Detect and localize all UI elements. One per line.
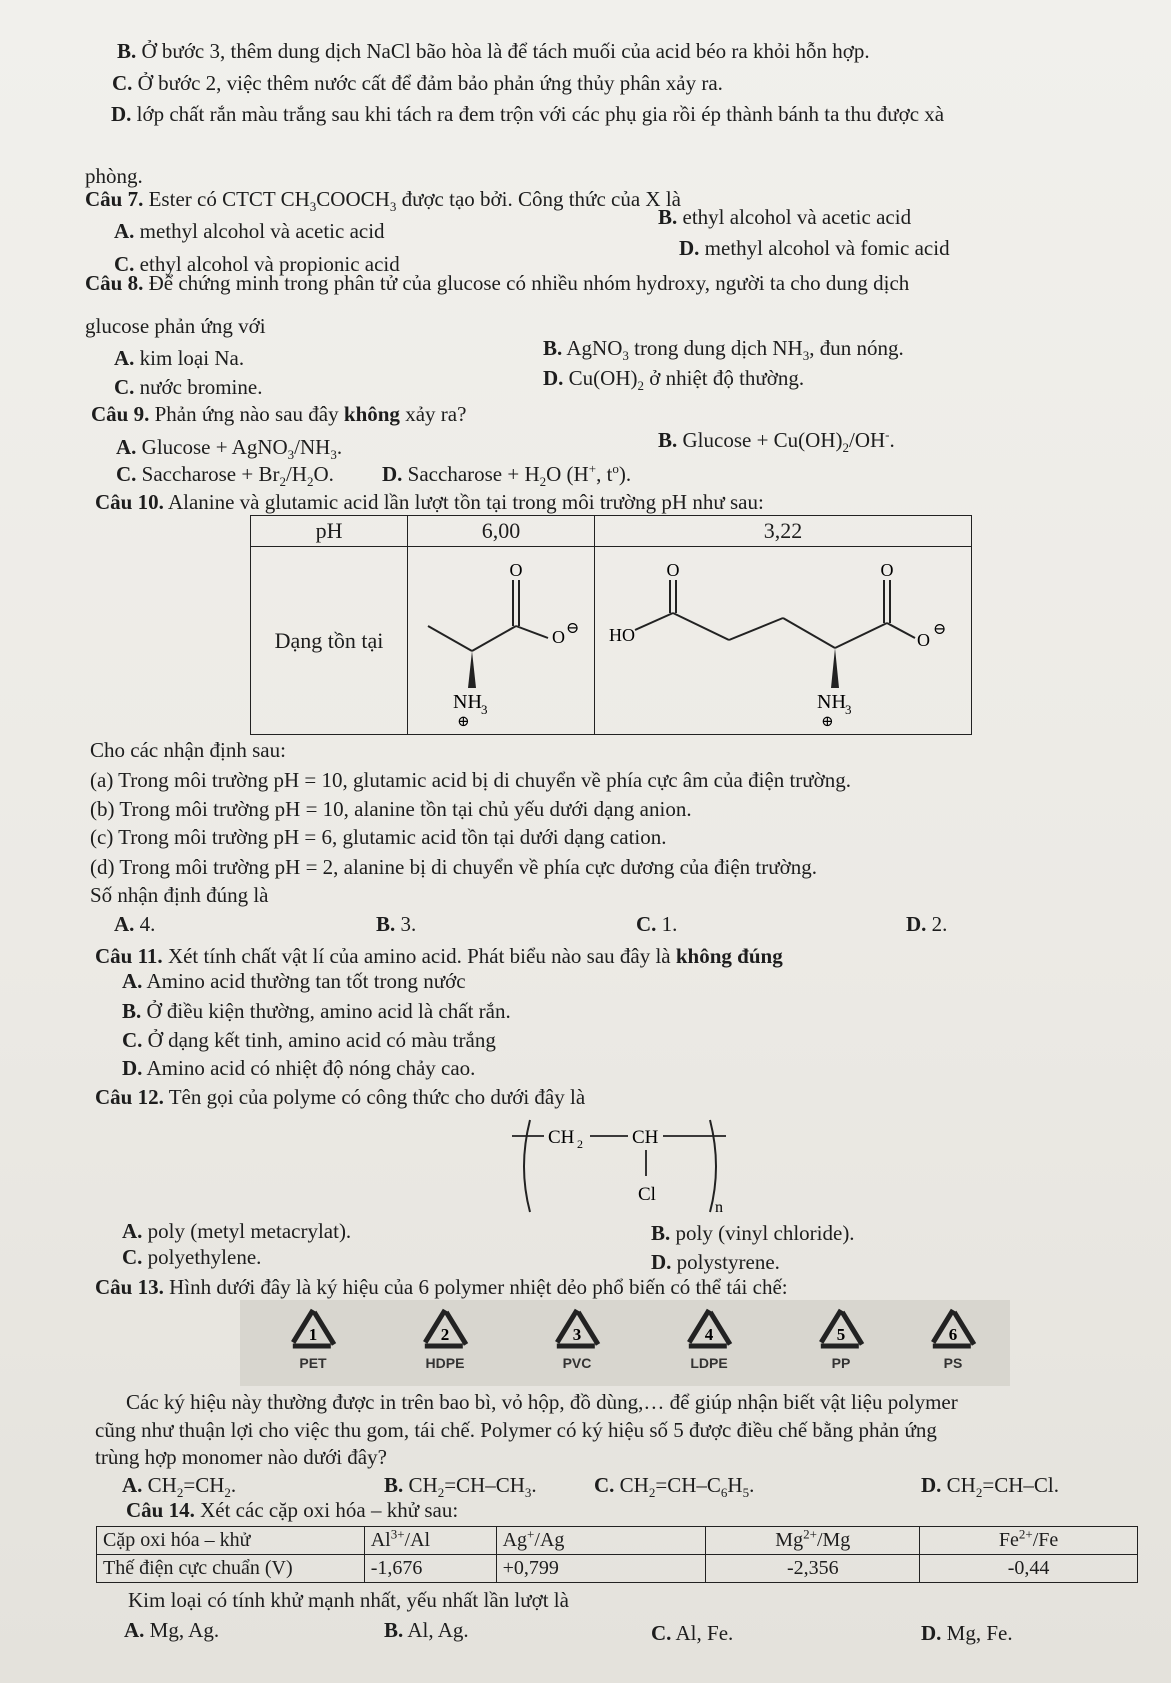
svg-text:Cl: Cl	[638, 1184, 656, 1205]
q8-option-c: C. nước bromine.	[114, 375, 263, 399]
potential-fe: -0,44	[920, 1555, 1138, 1583]
svg-text:⊖: ⊖	[933, 621, 947, 638]
q10-statement-c: (c) Trong môi trường pH = 6, glutamic acid tồn tại dưới dạng cation.	[90, 825, 667, 849]
recycling-triangle-icon	[811, 1304, 871, 1354]
svg-text:⊖: ⊖	[566, 620, 580, 637]
q9-stem: Câu 9. Phản ứng nào sau đây không xảy ra?	[91, 402, 467, 426]
q14-ask: Kim loại có tính khử mạnh nhất, yếu nhất lần lượt là	[128, 1588, 569, 1612]
q14-option-c: C. Al, Fe.	[651, 1621, 734, 1645]
q11-stem: Câu 11. Xét tính chất vật lí của amino acid. Phát biểu nào sau đây là không đúng	[95, 944, 783, 968]
q6-option-d-cont: phòng.	[85, 164, 143, 188]
q7-option-d: D. methyl alcohol và fomic acid	[679, 236, 950, 260]
q10-statement-b: (b) Trong môi trường pH = 10, alanine tồn tại chủ yếu dưới dạng anion.	[90, 797, 692, 821]
recycling-triangle-icon	[679, 1304, 739, 1354]
svg-text:⊕: ⊕	[457, 714, 470, 730]
q13-stem: Câu 13. Hình dưới đây là ký hiệu của 6 polymer nhiệt dẻo phổ biến có thể tái chế:	[95, 1275, 788, 1299]
alanine-structure	[408, 547, 595, 735]
svg-text:2: 2	[577, 1137, 583, 1151]
recycling-triangle-icon	[283, 1304, 343, 1354]
form-label: Dạng tồn tại	[251, 547, 408, 735]
svg-text:3: 3	[845, 702, 852, 717]
q8-stem: Câu 8. Để chứng minh trong phân tử của glucose có nhiều nhóm hydroxy, người ta cho dung dịch	[85, 271, 910, 295]
recycling-code-4	[654, 1304, 764, 1371]
q7-stem: Câu 7. Ester có CTCT $CH_3COOCH_3$ được tạo bởi. Công thức của X là	[85, 187, 681, 215]
q12-option-b: B. poly (vinyl chloride).	[651, 1221, 855, 1245]
ph-value-alanine: 6,00	[408, 516, 595, 547]
svg-text:⊕: ⊕	[821, 714, 834, 730]
svg-text:O: O	[509, 560, 523, 580]
recycling-triangle-icon	[923, 1304, 983, 1354]
q11-option-d: D. Amino acid có nhiệt độ nóng chảy cao.	[122, 1056, 476, 1080]
q10-option-b: B. 3.	[376, 912, 417, 936]
q10-statement-d: (d) Trong môi trường pH = 2, alanine bị di chuyển về phía cực dương của điện trường.	[90, 855, 817, 879]
q13-option-a: A. $CH_2=CH_2$.	[122, 1473, 237, 1501]
q8-option-a: A. kim loại Na.	[114, 346, 245, 370]
svg-text:O: O	[917, 630, 930, 650]
q7-option-a: A. methyl alcohol và acetic acid	[114, 219, 385, 243]
q13-paragraph-3: trùng hợp monomer nào dưới đây?	[95, 1445, 387, 1469]
ph-header: pH	[251, 516, 408, 547]
redox-pair-al: $Al^{3+}/Al$	[364, 1527, 496, 1555]
svg-text:1: 1	[308, 1325, 318, 1344]
potential-ag: +0,799	[496, 1555, 706, 1583]
svg-text:O: O	[552, 627, 566, 647]
q8-stem-cont: glucose phản ứng với	[85, 314, 266, 338]
q10-intro: Cho các nhận định sau:	[90, 738, 286, 762]
q9-option-a: A. $Glucose + AgNO_3/NH_3$.	[116, 435, 343, 463]
q9-option-d: D. Saccharose + $H_2O$ (H+, $t^o$).	[382, 461, 632, 490]
q12-stem: Câu 12. Tên gọi của polyme có công thức cho dưới đây là	[95, 1085, 586, 1109]
q14-stem: Câu 14. Xét các cặp oxi hóa – khử sau:	[126, 1498, 459, 1522]
svg-text:CH: CH	[548, 1127, 575, 1148]
potential-mg: -2,356	[706, 1555, 920, 1583]
potential-header: Thế điện cực chuẩn (V)	[97, 1555, 365, 1583]
q7-option-c: C. ethyl alcohol và propionic acid	[114, 252, 400, 276]
recycling-code-1	[258, 1304, 368, 1371]
q8-option-d: D. $Cu(OH)_2$ ở nhiệt độ thường.	[543, 366, 805, 394]
redox-pair-mg: $Mg^{2+}/Mg$	[706, 1527, 920, 1555]
recycling-label: PS	[943, 1355, 963, 1371]
svg-text:O: O	[880, 560, 894, 580]
q10-ask: Số nhận định đúng là	[90, 883, 269, 907]
q6-option-b: B. Ở bước 3, thêm dung dịch NaCl bão hòa là để tách muối của acid béo ra khỏi hỗn hợp.	[117, 39, 870, 63]
glutamic-acid-structure	[595, 547, 972, 735]
q13-paragraph-1: Các ký hiệu này thường được in trên bao bì, vỏ hộp, đồ dùng,… để giúp nhận biết vật liệu polymer	[126, 1390, 958, 1414]
q6-option-d: D. lớp chất rắn màu trắng sau khi tách ra đem trộn với các phụ gia rồi ép thành bánh ta thu được xà	[111, 102, 945, 126]
q12-option-a: A. poly (metyl metacrylat).	[122, 1219, 352, 1243]
pvc-formula	[510, 1112, 730, 1218]
q9-option-b: B. $Glucose + Cu(OH)_2/OH^-$.	[658, 427, 895, 456]
potential-al: -1,676	[364, 1555, 496, 1583]
q7-option-b: B. ethyl alcohol và acetic acid	[658, 205, 912, 229]
ph-value-glutamic: 3,22	[595, 516, 972, 547]
recycling-label: LDPE	[690, 1355, 728, 1371]
svg-text:NH: NH	[817, 691, 846, 713]
recycling-code-2	[390, 1304, 500, 1371]
q11-option-b: B. Ở điều kiện thường, amino acid là chất rắn.	[122, 999, 511, 1023]
svg-text:4: 4	[704, 1325, 714, 1344]
redox-header: Cặp oxi hóa – khử	[97, 1527, 365, 1555]
recycling-code-3	[522, 1304, 632, 1371]
q12-option-d: D. polystyrene.	[651, 1250, 780, 1274]
recycling-label: HDPE	[425, 1355, 465, 1371]
redox-pair-fe: $Fe^{2+}/Fe$	[920, 1527, 1138, 1555]
svg-text:CH: CH	[632, 1127, 659, 1148]
q8-option-b: B. AgNO$_3$ trong dung dịch $NH_3$, đun nóng.	[543, 336, 904, 364]
svg-text:3: 3	[572, 1325, 582, 1344]
q14-option-b: B. Al, Ag.	[384, 1618, 469, 1642]
q10-stem: Câu 10. Alanine và glutamic acid lần lượt tồn tại trong môi trường pH như sau:	[95, 490, 764, 514]
svg-text:NH: NH	[453, 691, 482, 713]
q10-option-d: D. 2.	[906, 912, 948, 936]
q13-option-b: B. $CH_2=CH-CH_3$.	[384, 1473, 537, 1501]
svg-text:HO: HO	[609, 625, 635, 645]
q6-option-c: C. Ở bước 2, việc thêm nước cất để đảm bảo phản ứng thủy phân xảy ra.	[112, 71, 723, 95]
q10-statement-a: (a) Trong môi trường pH = 10, glutamic acid bị di chuyển về phía cực âm của điện trường.	[90, 768, 852, 792]
recycling-codes-strip	[240, 1300, 1010, 1386]
q10-option-a: A. 4.	[114, 912, 156, 936]
ph-table	[250, 515, 972, 735]
glutamic-acid-structure-svg	[595, 548, 970, 733]
svg-text:n: n	[715, 1199, 723, 1216]
alanine-structure-svg	[408, 548, 593, 733]
q11-option-a: A. Amino acid thường tan tốt trong nước	[122, 969, 466, 993]
q14-option-a: A. Mg, Ag.	[124, 1618, 220, 1642]
recycling-code-5	[786, 1304, 896, 1371]
q13-option-c: C. $CH_2=CH-C_6H_5$.	[594, 1473, 755, 1501]
recycling-triangle-icon	[547, 1304, 607, 1354]
svg-text:O: O	[666, 560, 680, 580]
q9-option-c: C. Saccharose + $Br_2/H_2O$.	[116, 462, 334, 490]
recycling-label: PET	[299, 1355, 327, 1371]
q14-option-d: D. Mg, Fe.	[921, 1621, 1013, 1645]
recycling-triangle-icon	[415, 1304, 475, 1354]
recycling-label: PVC	[562, 1355, 592, 1371]
q10-option-c: C. 1.	[636, 912, 678, 936]
redox-pair-ag: Ag+/Ag	[496, 1527, 706, 1555]
q13-paragraph-2: cũng như thuận lợi cho việc thu gom, tái chế. Polymer có ký hiệu số 5 được điều chế bằng phản ứng	[95, 1418, 937, 1442]
svg-text:2: 2	[440, 1325, 450, 1344]
recycling-code-6	[898, 1304, 1008, 1371]
recycling-label: PP	[831, 1355, 851, 1371]
q12-option-c: C. polyethylene.	[122, 1245, 262, 1269]
svg-text:5: 5	[836, 1325, 846, 1344]
svg-text:3: 3	[481, 702, 488, 717]
redox-table	[96, 1526, 1138, 1583]
svg-text:6: 6	[948, 1325, 958, 1344]
q13-option-d: D. $CH_2=CH-Cl$.	[921, 1473, 1059, 1501]
q11-option-c: C. Ở dạng kết tinh, amino acid có màu trắng	[122, 1028, 496, 1052]
